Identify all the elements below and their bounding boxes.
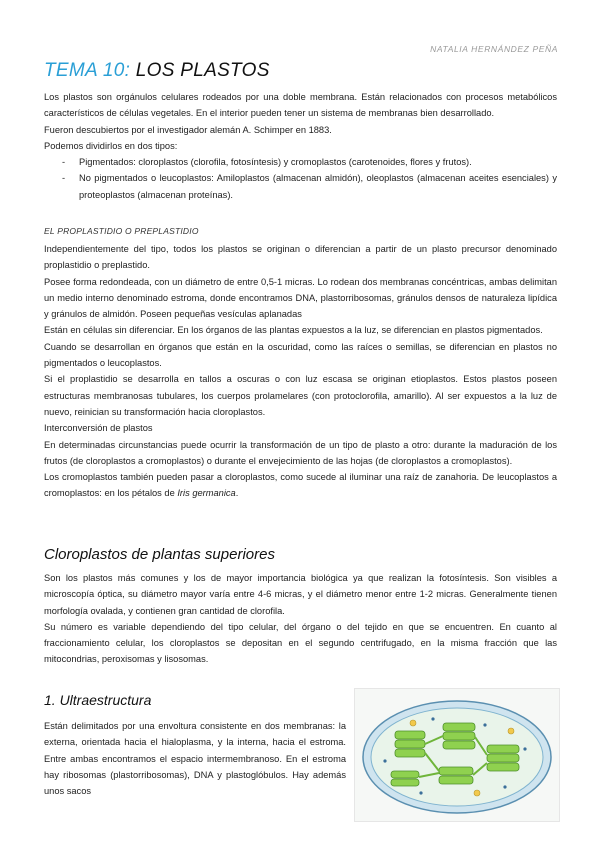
- ribosome: [383, 759, 386, 762]
- body-paragraph: Si el proplastidio se desarrolla en tallos a oscuras o con luz escasa se originan etioplastos. Estos plastos poseen estructuras membranosas tubulares, los cuerpos prolamelares (con protoclorofila, amarillo). Al ser expuestos a la luz de nuevo, reinician su transformación hacia cloroplastos.: [44, 374, 557, 417]
- section-heading: Cloroplastos de plantas superiores: [44, 546, 275, 563]
- chloroplast-section: [44, 570, 557, 668]
- body-paragraph: Su número es variable dependiendo del tipo celular, del órgano o del tejido en que se encuentren. En cuanto al fraccionamiento celular, los cloroplastos se depositan en el segundo centrifugado, en la misma fracción que las mitocondrias, peroxisomas y lisosomas.: [44, 621, 557, 665]
- list-item: - No pigmentados o leucoplastos: Amiloplastos (almacenan almidón), oleoplastos (almacenan aceites esenciales) y proteoplastos (almacenan proteínas).: [44, 170, 557, 203]
- granum: [439, 776, 473, 784]
- granum: [443, 723, 475, 731]
- granum: [395, 740, 425, 748]
- body-paragraph: Son los plastos más comunes y los de mayor importancia biológica ya que realizan la fotosíntesis. Son visibles a microscopía óptica, su diámetro mayor varía entre 4-6 micras, y el diámetro menor entre 1-2 micras. Generalmente tienen morfología ovalada, y contienen gran cantidad de clorofila.: [44, 573, 557, 616]
- body-paragraph: Están delimitados por una envoltura consistente en dos membranas: la externa, orientada hacia el hialoplasma, y la interna, hacia el estroma. Entre ambas encontramos el espacio intermembranoso. En el estroma hay ribosomas (plastorribosomas), DNA y plastoglóbulos. Hay además unos sacos: [44, 721, 346, 797]
- intro-paragraph: Podemos dividirlos en dos tipos:: [44, 140, 178, 151]
- intro-paragraph: Los plastos son orgánulos celulares rodeados por una doble membrana. Están relacionados con procesos metabólicos característicos de células vegetales. En el interior pueden tener un sistema de membranas bien desarrollado.: [44, 92, 557, 119]
- author-name: NATALIA HERNÁNDEZ PEÑA: [430, 44, 558, 54]
- ribosome: [483, 723, 486, 726]
- body-paragraph: [44, 469, 557, 502]
- proplastid-heading: EL PROPLASTIDIO O PREPLASTIDIO: [44, 226, 199, 236]
- granum: [487, 754, 519, 762]
- granum: [443, 732, 475, 740]
- ribosome: [503, 785, 506, 788]
- granum: [391, 771, 419, 778]
- title-prefix: TEMA 10:: [44, 60, 131, 81]
- subsection-heading: 1. Ultraestructura: [44, 692, 152, 708]
- granum: [487, 763, 519, 771]
- text-run: .: [235, 488, 239, 499]
- ribosome: [431, 717, 434, 720]
- plastoglobule: [474, 790, 480, 796]
- body-paragraph: Están en células sin diferenciar. En los órganos de las plantas expuestos a la luz, se diferencian en plastos pigmentados.: [44, 325, 543, 336]
- page-title: [44, 60, 270, 82]
- ribosome: [419, 791, 422, 794]
- intro-section: [44, 89, 557, 203]
- body-paragraph: Cuando se desarrollan en órganos que están en la oscuridad, como las raíces o semillas, se diferencian en plastos no pigmentados o leucoplastos.: [44, 341, 557, 369]
- ultrastructure-section: [44, 718, 346, 799]
- subsection-label: Interconversión de plastos: [44, 423, 153, 434]
- ribosome: [523, 747, 526, 750]
- plastid-types-list: [44, 154, 557, 203]
- granum: [443, 741, 475, 749]
- text-run: Los cromoplastos también pueden pasar a cloroplastos, como sucede al iluminar una raíz de zanahoria. De leucoplastos a cromoplastos: en los pétalos de: [44, 472, 557, 499]
- list-item: - Pigmentados: cloroplastos (clorofila, fotosíntesis) y cromoplastos (carotenoides, flores y frutos).: [44, 154, 557, 170]
- granum: [487, 745, 519, 753]
- body-paragraph: Independientemente del tipo, todos los plastos se originan o diferencian a partir de un plasto precursor denominado proplastidio o preplastido.: [44, 244, 557, 271]
- intro-paragraph: Fueron descubiertos por el investigador alemán A. Schimper en 1883.: [44, 124, 332, 135]
- granum: [395, 731, 425, 739]
- body-paragraph: Posee forma redondeada, con un diámetro de entre 0,5-1 micras. Lo rodean dos membranas concéntricas, ambas delimitan un medio interno denominado estroma, donde encontramos DNA, plastorribosomas, gránulos densos de naturaleza lipídica y gránulos de almidón. Poseen pequeñas vesículas aplanadas: [44, 276, 557, 320]
- proplastid-section: [44, 241, 557, 502]
- granum: [395, 749, 425, 757]
- body-paragraph: En determinadas circunstancias puede ocurrir la transformación de un tipo de plasto a otro: durante la maduración de los frutos (de cloroplastos a cromoplastos) o durante el envejecimiento de las hojas (de cloroplastos a cromoplastos).: [44, 439, 557, 466]
- chloroplast-illustration: [355, 689, 559, 821]
- species-name: Iris germanica: [177, 488, 236, 499]
- plastoglobule: [508, 728, 514, 734]
- title-main: LOS PLASTOS: [135, 60, 270, 81]
- granum: [439, 767, 473, 775]
- plastoglobule: [410, 720, 416, 726]
- granum: [391, 779, 419, 786]
- chloroplast-diagram: [354, 688, 560, 822]
